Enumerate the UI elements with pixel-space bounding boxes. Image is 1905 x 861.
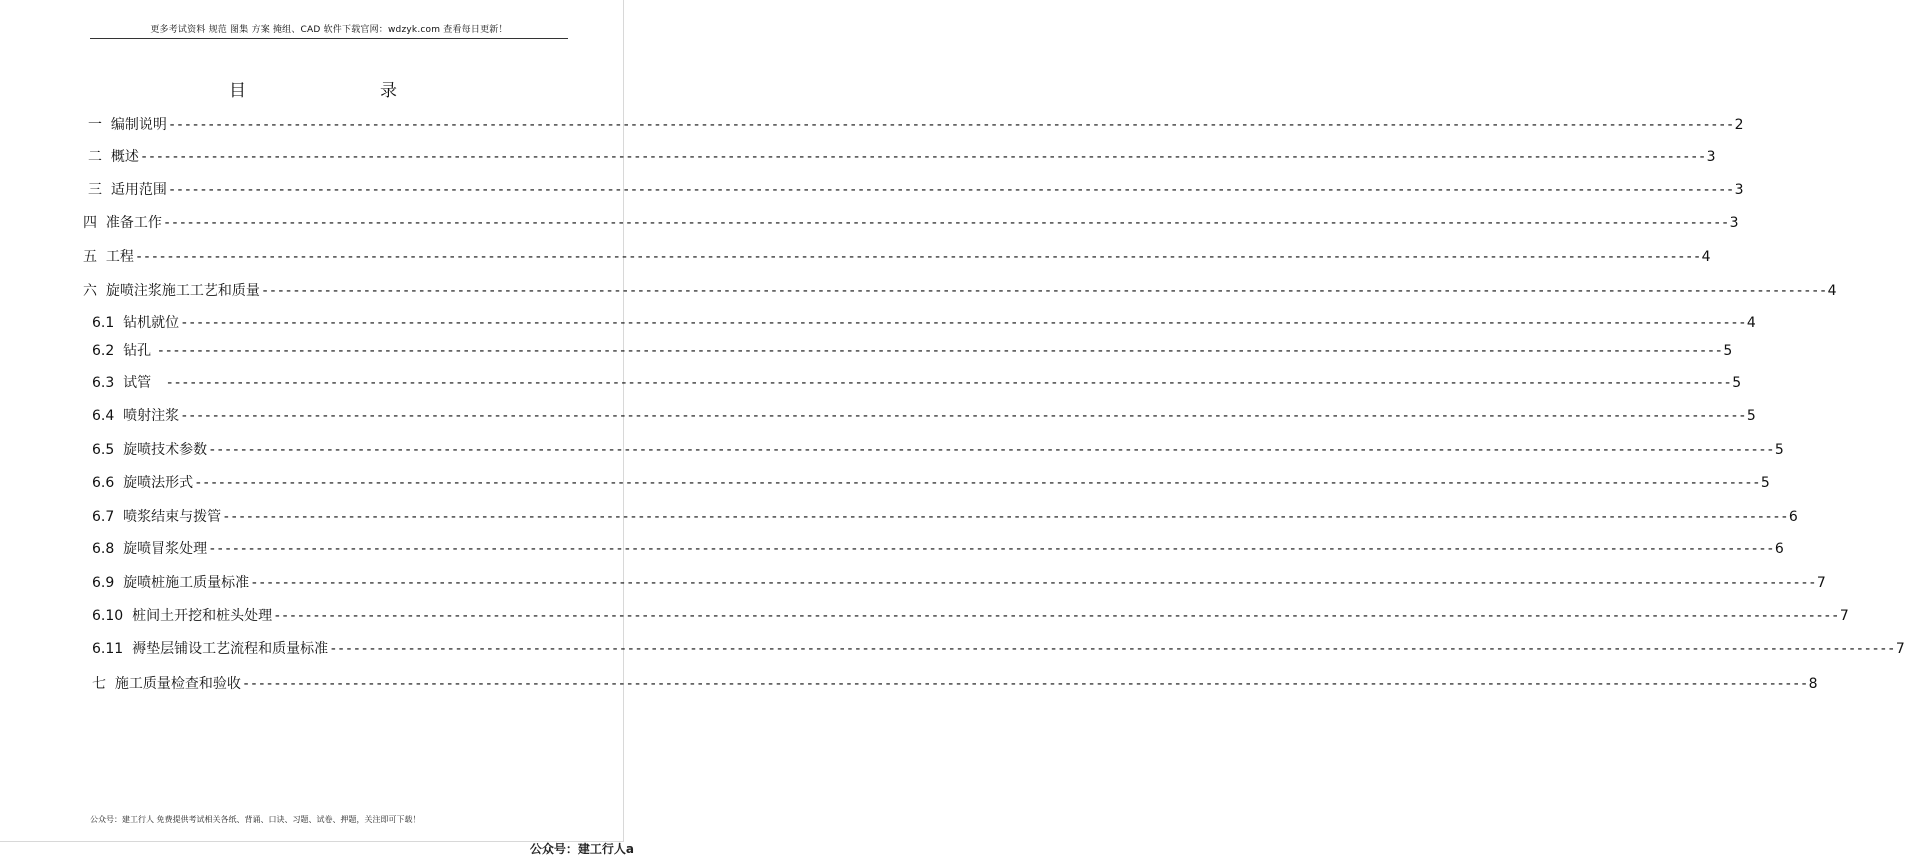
toc-entry[interactable] xyxy=(88,114,1744,134)
toc-page-number: 8 xyxy=(1808,676,1818,692)
toc-entry[interactable] xyxy=(92,405,1756,425)
toc-page-number: 3 xyxy=(1734,182,1744,198)
toc-page-number: 7 xyxy=(1816,575,1826,591)
toc-label: 6.2 钻孔 xyxy=(92,343,156,359)
toc-entry[interactable] xyxy=(92,538,1784,558)
toc-page-number: 6 xyxy=(1788,509,1798,525)
toc-label: 6.3 试管 xyxy=(92,375,165,391)
toc-entry[interactable] xyxy=(88,179,1744,199)
toc-label: 6.1 钻机就位 xyxy=(92,315,180,331)
toc-leader: -------------------------------------------------------------------------------------------------------------------------------------------------------------------------------------------------------- xyxy=(222,509,1788,525)
toc-entry[interactable] xyxy=(92,673,1818,693)
toc-entry[interactable] xyxy=(92,340,1733,360)
toc-entry[interactable] xyxy=(92,638,1905,658)
toc-label: 6.4 喷射注浆 xyxy=(92,408,180,424)
toc-page-number: 7 xyxy=(1895,641,1905,657)
title-char-1: 目 xyxy=(229,81,246,101)
toc-page-number: 2 xyxy=(1734,117,1744,133)
toc-page-number: 4 xyxy=(1701,249,1711,265)
toc-leader: -------------------------------------------------------------------------------------------------------------------------------------------------------------------------------------------------------- xyxy=(167,182,1734,198)
toc-leader: -------------------------------------------------------------------------------------------------------------------------------------------------------------------------------------------------------- xyxy=(180,315,1746,331)
toc-label: 二 概述 xyxy=(88,149,139,165)
toc-page-number: 5 xyxy=(1774,442,1784,458)
toc-leader: -------------------------------------------------------------------------------------------------------------------------------------------------------------------------------------------------------- xyxy=(156,343,1723,359)
toc-entry[interactable] xyxy=(92,472,1770,492)
toc-entry[interactable] xyxy=(92,312,1756,332)
toc-label: 七 施工质量检查和验收 xyxy=(92,676,241,692)
toc-entry[interactable] xyxy=(88,146,1716,166)
toc-page-number: 5 xyxy=(1732,375,1742,391)
header-rule xyxy=(90,38,568,39)
toc-leader: -------------------------------------------------------------------------------------------------------------------------------------------------------------------------------------------------------- xyxy=(139,149,1706,165)
page-footer: 公众号：建工行人 免费提供考试相关各纸、背诵、口诀、习题、试卷、押题，关注即可下载！ xyxy=(90,815,421,824)
toc-page-number: 4 xyxy=(1827,283,1837,299)
toc-page-number: 4 xyxy=(1746,315,1756,331)
toc-label: 6.9 旋喷桩施工质量标准 xyxy=(92,575,250,591)
toc-leader: -------------------------------------------------------------------------------------------------------------------------------------------------------------------------------------------------------- xyxy=(134,249,1701,265)
toc-leader: -------------------------------------------------------------------------------------------------------------------------------------------------------------------------------------------------------- xyxy=(208,541,1774,557)
toc-leader: -------------------------------------------------------------------------------------------------------------------------------------------------------------------------------------------------------- xyxy=(260,283,1827,299)
watermark: 公众号：建工行人a xyxy=(529,842,634,856)
toc-entry[interactable] xyxy=(83,246,1711,266)
toc-entry[interactable] xyxy=(92,439,1784,459)
toc-entry[interactable] xyxy=(92,605,1849,625)
toc-entry[interactable] xyxy=(92,372,1742,392)
toc-page-number: 6 xyxy=(1774,541,1784,557)
toc-leader: -------------------------------------------------------------------------------------------------------------------------------------------------------------------------------------------------------- xyxy=(165,375,1732,391)
toc-page-number: 3 xyxy=(1706,149,1716,165)
toc-entry[interactable] xyxy=(83,212,1739,232)
toc-leader: -------------------------------------------------------------------------------------------------------------------------------------------------------------------------------------------------------- xyxy=(241,676,1808,692)
toc-label: 6.7 喷浆结束与拨管 xyxy=(92,509,222,525)
toc-leader: -------------------------------------------------------------------------------------------------------------------------------------------------------------------------------------------------------- xyxy=(162,215,1729,231)
toc-leader: -------------------------------------------------------------------------------------------------------------------------------------------------------------------------------------------------------- xyxy=(329,641,1895,657)
toc-label: 一 编制说明 xyxy=(88,117,167,133)
toc-page-number: 5 xyxy=(1746,408,1756,424)
toc-leader: -------------------------------------------------------------------------------------------------------------------------------------------------------------------------------------------------------- xyxy=(273,608,1839,624)
toc-leader: -------------------------------------------------------------------------------------------------------------------------------------------------------------------------------------------------------- xyxy=(167,117,1734,133)
toc-label: 6.8 旋喷冒浆处理 xyxy=(92,541,208,557)
toc-entry[interactable] xyxy=(92,572,1826,592)
toc-label: 6.5 旋喷技术参数 xyxy=(92,442,208,458)
toc-leader: -------------------------------------------------------------------------------------------------------------------------------------------------------------------------------------------------------- xyxy=(180,408,1746,424)
toc-label: 四 准备工作 xyxy=(83,215,162,231)
toc-leader: -------------------------------------------------------------------------------------------------------------------------------------------------------------------------------------------------------- xyxy=(194,475,1760,491)
title-char-2: 录 xyxy=(380,81,397,101)
toc-page-number: 7 xyxy=(1839,608,1849,624)
toc-entry[interactable] xyxy=(92,506,1798,526)
toc-label: 五 工程 xyxy=(83,249,134,265)
toc-label: 6.10 桩间土开挖和桩头处理 xyxy=(92,608,273,624)
toc-page-number: 3 xyxy=(1729,215,1739,231)
page-header: 更多考试资料 规范 图集 方案 掩组、CAD 软件下载官网：wdzyk.com 查看每日更新！ xyxy=(150,25,508,35)
toc-entry[interactable] xyxy=(83,280,1837,300)
toc-label: 6.11 褥垫层铺设工艺流程和质量标准 xyxy=(92,641,329,657)
toc-label: 三 适用范围 xyxy=(88,182,167,198)
toc-label: 6.6 旋喷法形式 xyxy=(92,475,194,491)
toc-label: 六 旋喷注浆施工工艺和质量 xyxy=(83,283,260,299)
toc-leader: -------------------------------------------------------------------------------------------------------------------------------------------------------------------------------------------------------- xyxy=(250,575,1816,591)
toc-page-number: 5 xyxy=(1723,343,1733,359)
toc-leader: -------------------------------------------------------------------------------------------------------------------------------------------------------------------------------------------------------- xyxy=(208,442,1774,458)
toc-page-number: 5 xyxy=(1760,475,1770,491)
